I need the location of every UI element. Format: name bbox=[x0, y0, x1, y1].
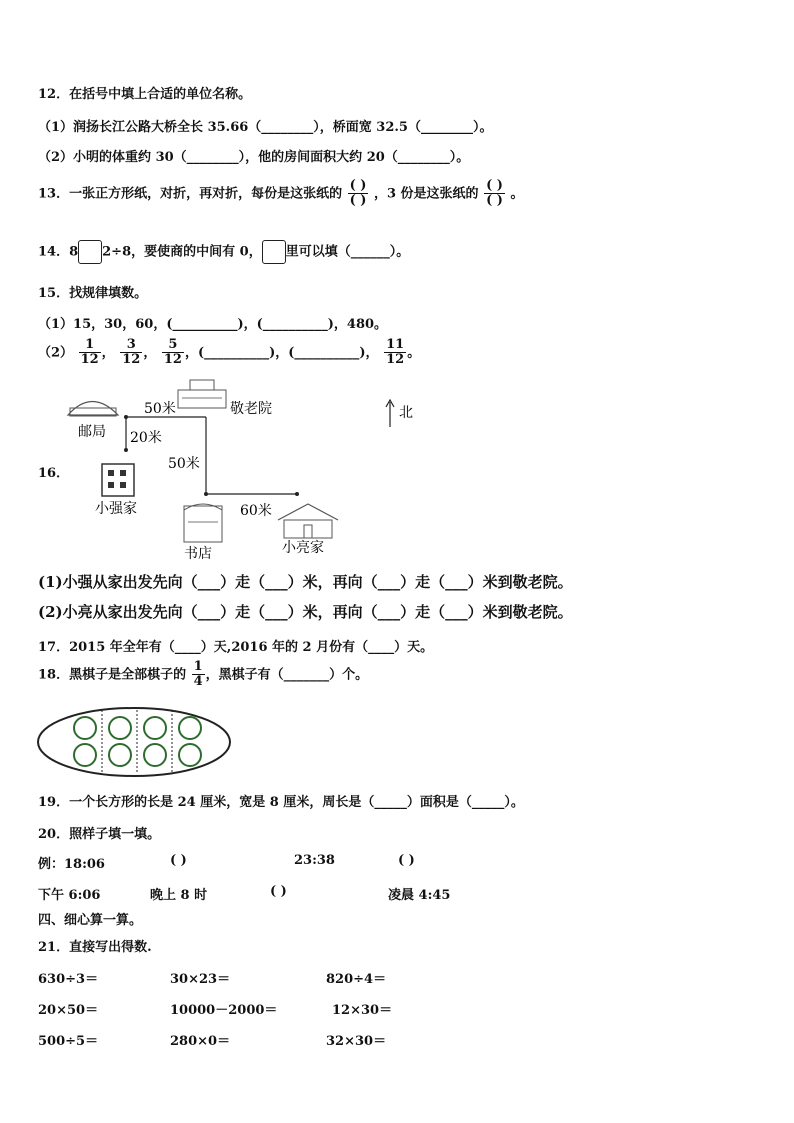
north-arrow-icon bbox=[386, 400, 394, 427]
blank-box[interactable] bbox=[262, 240, 286, 264]
q20-row1-c3: 23:38 bbox=[294, 853, 335, 868]
section-4-title: 四、细心算一算。 bbox=[38, 913, 143, 928]
q13-frac1-num: ( ) bbox=[349, 178, 367, 193]
chess-pieces-ellipse bbox=[36, 704, 236, 780]
fraction-denominator: 4 bbox=[193, 674, 203, 690]
calc-item: 30×23＝ bbox=[170, 972, 231, 987]
q14 bbox=[38, 240, 409, 264]
q20-row1-c4: ( ) bbox=[398, 853, 415, 868]
q13-suffix: 。 bbox=[510, 186, 524, 202]
fraction bbox=[162, 338, 184, 368]
q20-row2-c4: 凌晨 4:45 bbox=[388, 888, 451, 903]
calc-item: 500÷5＝ bbox=[38, 1034, 99, 1049]
distance-label: 20米 bbox=[130, 430, 162, 446]
label-nursing-home: 敬老院 bbox=[230, 401, 272, 417]
q14-middle: 2÷8，要使商的中间有 0， bbox=[102, 244, 262, 260]
fraction bbox=[384, 338, 406, 368]
q12-part2: （2）小明的体重约 30（________），他的房间面积大约 20（________）。 bbox=[38, 150, 470, 165]
label-bookstore: 书店 bbox=[184, 546, 212, 562]
q15-part2 bbox=[38, 338, 420, 368]
fraction-denominator: 12 bbox=[386, 352, 405, 368]
label-post-office: 邮局 bbox=[78, 424, 106, 440]
q18 bbox=[38, 660, 368, 690]
q15-part1: （1）15，30，60，(__________)，(__________)，480。 bbox=[38, 317, 388, 332]
q20-row2-c2: 晚上 8 时 bbox=[150, 888, 208, 903]
nursing-home-icon bbox=[178, 380, 226, 408]
fraction-denominator: 12 bbox=[163, 352, 182, 368]
q16-part2: (2)小亮从家出发先向（___）走（___）米，再向（___）走（___）米到敬老院。 bbox=[38, 603, 573, 621]
q13-fraction-2 bbox=[484, 179, 505, 209]
q21-title: 21．直接写出得数. bbox=[38, 940, 152, 955]
fraction bbox=[120, 338, 142, 368]
fraction-numerator: 11 bbox=[386, 337, 405, 352]
q13-frac2-num: ( ) bbox=[486, 178, 503, 193]
distance-label: 50米 bbox=[144, 401, 176, 417]
fraction-numerator: 1 bbox=[79, 338, 101, 353]
xiaoqiang-house-icon bbox=[102, 464, 134, 496]
bookstore-icon bbox=[184, 504, 222, 542]
label-xiaoqiang-home: 小强家 bbox=[95, 501, 137, 517]
q15-blanks: ，(__________)，(__________)， bbox=[184, 345, 379, 361]
q13-fraction-1 bbox=[348, 179, 369, 209]
q14-suffix: 里可以填（______）。 bbox=[285, 244, 410, 260]
q13-frac1-den: ( ) bbox=[349, 193, 367, 209]
label-north: 北 bbox=[399, 405, 413, 421]
q12-part1: （1）润扬长江公路大桥全长 35.66（________），桥面宽 32.5（________）。 bbox=[38, 120, 493, 135]
chess-piece bbox=[144, 717, 166, 739]
calc-item: 12×30＝ bbox=[332, 1003, 393, 1018]
fraction bbox=[192, 660, 205, 690]
fraction-numerator: 3 bbox=[120, 338, 142, 353]
q16-map-diagram bbox=[60, 370, 440, 570]
chess-piece bbox=[109, 717, 131, 739]
calc-item: 630÷3＝ bbox=[38, 972, 99, 987]
q12-title: 12．在括号中填上合适的单位名称。 bbox=[38, 87, 252, 102]
q20-row2-c3: ( ) bbox=[270, 884, 287, 899]
q15-part2-prefix: （2） bbox=[38, 345, 74, 361]
q20-row1-c2: ( ) bbox=[170, 853, 187, 868]
q16-number: 16． bbox=[38, 466, 70, 481]
xiaoliang-house-icon bbox=[278, 504, 338, 538]
chess-piece bbox=[179, 744, 201, 766]
chess-piece bbox=[144, 744, 166, 766]
separator: ， bbox=[143, 345, 157, 361]
label-xiaoliang-home: 小亮家 bbox=[282, 540, 324, 556]
q18-prefix: 18．黑棋子是全部棋子的 bbox=[38, 667, 187, 683]
calc-item: 32×30＝ bbox=[326, 1034, 387, 1049]
chess-piece bbox=[179, 717, 201, 739]
chess-piece bbox=[74, 717, 96, 739]
calc-item: 10000－2000＝ bbox=[170, 1003, 278, 1018]
distance-label: 50米 bbox=[168, 456, 200, 472]
chess-piece bbox=[109, 744, 131, 766]
calc-item: 820÷4＝ bbox=[326, 972, 387, 987]
q13 bbox=[38, 179, 523, 209]
calc-item: 20×50＝ bbox=[38, 1003, 99, 1018]
q17: 17．2015 年全年有（____）天,2016 年的 2 月份有（____）天。 bbox=[38, 640, 434, 655]
q15-end: 。 bbox=[407, 345, 421, 361]
q13-middle: ，3 份是这张纸的 bbox=[373, 186, 479, 202]
q13-prefix: 13．一张正方形纸，对折，再对折，每份是这张纸的 bbox=[38, 186, 343, 202]
q16-part1: (1)小强从家出发先向（___）走（___）米，再向（___）走（___）米到敬老院。 bbox=[38, 573, 573, 591]
q20-title: 20．照样子填一填。 bbox=[38, 827, 161, 842]
chess-piece bbox=[74, 744, 96, 766]
fraction-numerator: 1 bbox=[193, 659, 203, 674]
fraction-denominator: 12 bbox=[122, 352, 141, 368]
separator: ， bbox=[101, 345, 115, 361]
fraction-denominator: 12 bbox=[80, 352, 99, 368]
q20-row1-c1: 例：18:06 bbox=[38, 857, 105, 872]
q13-frac2-den: ( ) bbox=[486, 193, 503, 209]
fraction-numerator: 5 bbox=[162, 338, 184, 353]
q19: 19．一个长方形的长是 24 厘米，宽是 8 厘米，周长是（_____）面积是（_____）。 bbox=[38, 795, 524, 810]
fraction bbox=[79, 338, 101, 368]
post-office-icon bbox=[68, 402, 118, 417]
blank-box[interactable] bbox=[78, 240, 102, 264]
distance-label: 60米 bbox=[240, 503, 272, 519]
q18-suffix: ，黑棋子有（_______）个。 bbox=[205, 667, 369, 683]
q15-title: 15．找规律填数。 bbox=[38, 286, 148, 301]
calc-item: 280×0＝ bbox=[170, 1034, 231, 1049]
q20-row2-c1: 下午 6:06 bbox=[38, 888, 101, 903]
q14-prefix: 14．8 bbox=[38, 244, 79, 260]
